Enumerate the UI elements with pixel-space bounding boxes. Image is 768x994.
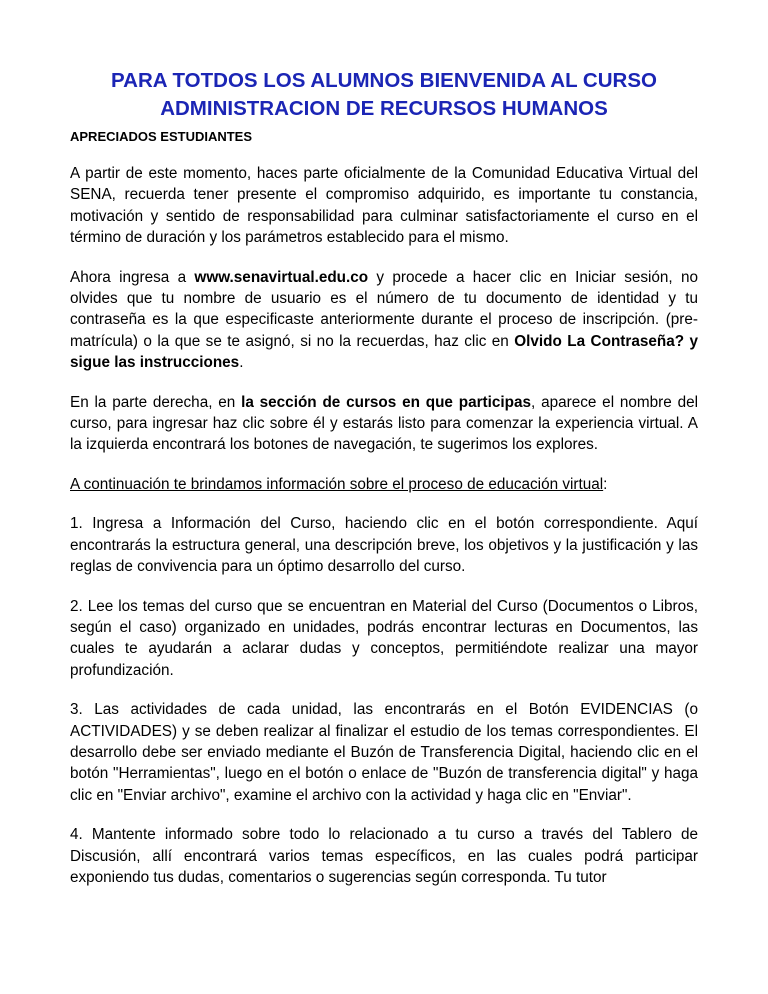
list-item-1: 1. Ingresa a Información del Curso, haciendo clic en el botón correspondiente. Aquí encontrarás la estructura general, una descripción breve, los objetivos y la justificación y las reglas de convivencia para un óptimo desarrollo del curso.	[70, 515, 698, 576]
text-segment: Ahora ingresa a	[70, 268, 195, 286]
site-url: www.senavirtual.edu.co	[194, 268, 369, 286]
forgot-password-instruction: Olvido La Contraseña? y sigue las instrucciones	[70, 332, 699, 372]
text-segment: En la parte derecha, en	[70, 393, 242, 411]
list-item-3: 3. Las actividades de cada unidad, las encontrarás en el Botón EVIDENCIAS (o ACTIVIDADES) y se deben realizar al finalizar el estudio de los temas correspondientes. El desarrollo debe ser enviado mediante el Buzón de Transferencia Digital, haciendo clic en el botón "Herramientas", luego en el botón o enlace de "Buzón de transferencia digital" y haga clic en "Enviar archivo", examine el archivo con la actividad y haga clic en "Enviar".	[70, 701, 698, 804]
document-title	[70, 67, 698, 123]
title-line-2: ADMINISTRACION DE RECURSOS HUMANOS	[160, 97, 608, 120]
text-segment: , aparece el nombre del curso, para ingresar haz clic sobre él y estarás listo para comenzar la experiencia virtual. A la izquierda encontrará los botones de navegación, te sugerimos los explores.	[70, 393, 698, 454]
info-heading-underlined: A continuación te brindamos información sobre el proceso de educación virtual	[70, 475, 604, 493]
courses-section-ref: la sección de cursos en que participas	[241, 393, 532, 411]
paragraph-courses	[70, 392, 698, 456]
text-segment: y procede a hacer clic en Iniciar sesión, no olvides que tu nombre de usuario es el número de tu documento de identidad y tu contraseña es la que especificaste anteriormente durante el proceso de inscripción. (pre-matrícula) o la que se te asignó, si no la recuerdas, haz clic en	[70, 268, 698, 350]
greeting: APRECIADOS ESTUDIANTES	[70, 129, 253, 144]
text-segment: :	[603, 475, 608, 493]
text-segment: .	[239, 354, 244, 372]
paragraph-login	[70, 267, 698, 374]
paragraph-intro: A partir de este momento, haces parte oficialmente de la Comunidad Educativa Virtual del SENA, recuerda tener presente el compromiso adquirido, es importante tu constancia, motivación y sentido de responsabilidad para culminar satisfactoriamente el curso en el término de duración y los parámetros establecido para el mismo.	[70, 165, 698, 247]
list-item-4: 4. Mantente informado sobre todo lo relacionado a tu curso a través del Tablero de Discusión, allí encontrará varios temas específicos, en las cuales podrá participar exponiendo tus dudas, comentarios o sugerencias según corresponda. Tu tutor	[70, 826, 698, 886]
paragraph-info-heading	[70, 474, 698, 495]
list-item-2: 2. Lee los temas del curso que se encuentran en Material del Curso (Documentos o Libros, según el caso) organizado en unidades, podrás encontrar lecturas en Documentos, las cuales te ayudarán a aclarar dudas y conceptos, permitiéndote realizar una mayor profundización.	[70, 597, 698, 679]
title-line-1: PARA TOTDOS LOS ALUMNOS BIENVENIDA AL CURSO	[111, 69, 657, 92]
